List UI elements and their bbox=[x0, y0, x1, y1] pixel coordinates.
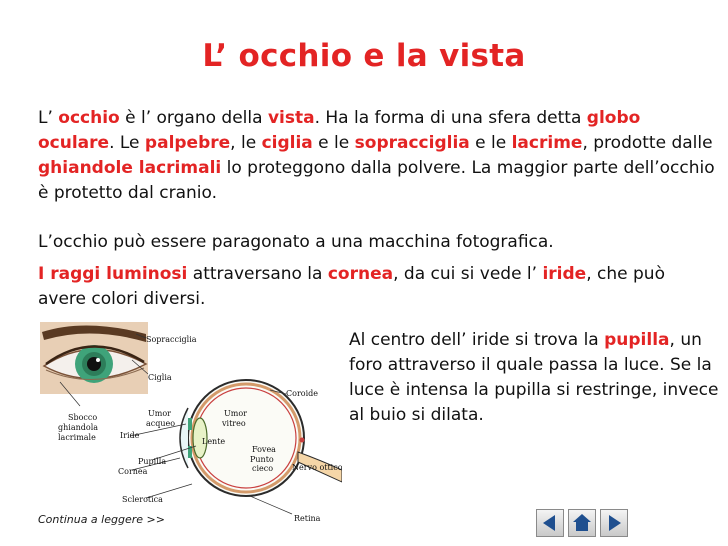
prev-button[interactable] bbox=[536, 509, 564, 537]
label-sbocco: Sbocco bbox=[68, 413, 98, 422]
text: attraversano la bbox=[187, 264, 328, 284]
home-icon bbox=[569, 510, 595, 536]
text: Al centro dell’ iride si trova la bbox=[349, 330, 605, 350]
label-ciglia: Ciglia bbox=[148, 373, 172, 382]
keyword: I raggi luminosi bbox=[38, 264, 188, 284]
label-sclerotica: Sclerotica bbox=[122, 495, 163, 504]
text: . Ha la forma di una sfera detta bbox=[314, 108, 587, 128]
keyword: globo oculare bbox=[38, 108, 641, 153]
keyword: pupilla bbox=[604, 330, 670, 350]
label-iride: Iride bbox=[120, 431, 140, 440]
label-sopracciglia: Sopracciglia bbox=[146, 335, 197, 344]
arrow-right-icon bbox=[601, 510, 627, 536]
keyword: lacrime bbox=[511, 133, 583, 153]
label-sbocco: lacrimale bbox=[58, 433, 96, 442]
text: , che può avere colori diversi. bbox=[38, 264, 665, 309]
label-punto-cieco: cieco bbox=[252, 464, 274, 473]
eye-diagram-svg bbox=[36, 320, 342, 526]
leader-line bbox=[250, 496, 292, 514]
text: , un foro attraverso il quale passa la luce. Se la luce è intensa la pupilla si restringe, invece al buio si dilata. bbox=[349, 330, 719, 425]
text: lo proteggono dalla polvere. La maggior parte dell’occhio è protetto dal cranio. bbox=[38, 158, 715, 203]
keyword: occhio bbox=[58, 108, 120, 128]
keyword: vista bbox=[267, 108, 315, 128]
keyword: ciglia bbox=[261, 133, 313, 153]
keyword: ghiandole lacrimali bbox=[38, 158, 222, 178]
keyword: palpebre bbox=[144, 133, 231, 153]
keyword: cornea bbox=[327, 264, 394, 284]
label-umor-acqueo: Umor bbox=[148, 409, 171, 418]
arrow-left-icon bbox=[537, 510, 563, 536]
page-title: L’ occhio e la vista bbox=[202, 38, 526, 74]
label-umor-vitreo: Umor bbox=[224, 409, 247, 418]
paragraph-intro bbox=[38, 106, 718, 206]
text: è l’ organo della bbox=[119, 108, 268, 128]
paragraph-light bbox=[38, 262, 718, 312]
keyword: sopracciglia bbox=[354, 133, 470, 153]
label-coroide: Coroide bbox=[286, 389, 318, 398]
highlight-shape bbox=[96, 358, 100, 362]
fovea-shape bbox=[300, 438, 305, 443]
text: , le bbox=[230, 133, 262, 153]
label-cornea: Cornea bbox=[118, 467, 148, 476]
label-retina: Retina bbox=[294, 514, 321, 523]
label-fovea: Fovea bbox=[252, 445, 276, 454]
text: e le bbox=[312, 133, 355, 153]
text: . Le bbox=[109, 133, 145, 153]
label-umor-vitreo: vitreo bbox=[222, 419, 246, 428]
paragraph-pupil bbox=[349, 328, 721, 428]
label-punto-cieco: Punto bbox=[250, 455, 274, 464]
text: e le bbox=[469, 133, 512, 153]
label-umor-acqueo: acqueo bbox=[146, 419, 176, 428]
text: , da cui si vede l’ bbox=[393, 264, 543, 284]
label-pupilla: Pupilla bbox=[138, 457, 167, 466]
text: , prodotte dalle bbox=[582, 133, 713, 153]
text: L’ bbox=[38, 108, 59, 128]
iris-top-shape bbox=[188, 418, 192, 430]
continue-reading-link[interactable]: Continua a leggere >> bbox=[38, 513, 165, 526]
eye-photo bbox=[40, 322, 148, 394]
paragraph-camera: L’occhio può essere paragonato a una macchina fotografica. bbox=[38, 232, 554, 252]
label-nervo-ottico: Nervo ottico bbox=[292, 463, 342, 472]
home-button[interactable] bbox=[568, 509, 596, 537]
cornea-shape bbox=[180, 408, 188, 468]
next-button[interactable] bbox=[600, 509, 628, 537]
eye-diagram bbox=[36, 320, 342, 526]
keyword: iride bbox=[542, 264, 587, 284]
label-sbocco: ghiandola bbox=[58, 423, 99, 432]
label-lente: Lente bbox=[202, 437, 226, 446]
